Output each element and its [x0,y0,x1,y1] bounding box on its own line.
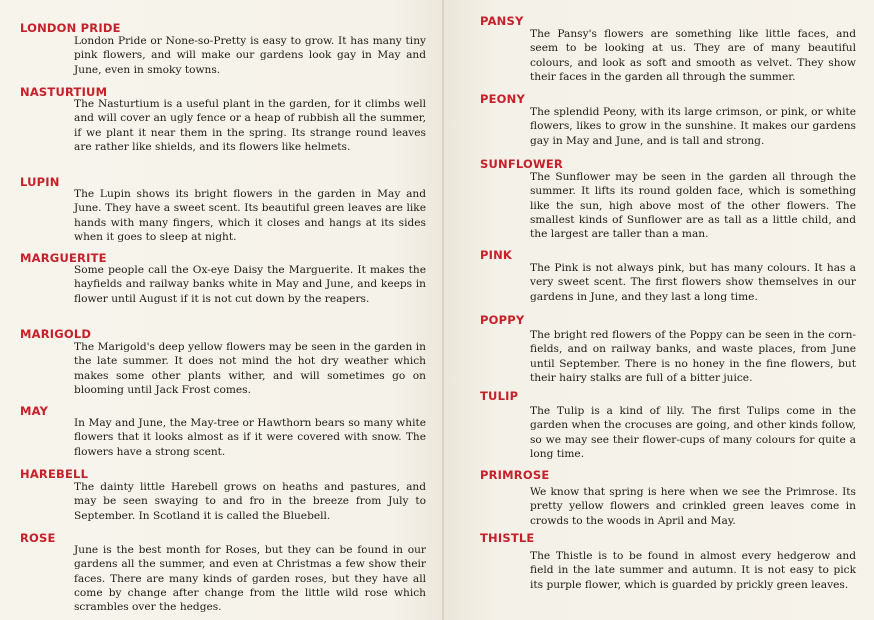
entry-text: The Sunflower may be seen in the garden all through the summer. It lifts its round golden face, which is something like the sun, high above most of the other flowers. The smallest kinds of Sunflower are as tall as a little child, and the largest are taller than a man. [530,171,856,241]
entry-text: The bright red flowers of the Poppy can be seen in the corn-fields, and on railway banks, and waste places, from June until September. There is no honey in the fine flowers, but their hairy stalks are full of a bitter juice. [530,329,856,384]
entry-text: The Nasturtium is a useful plant in the garden, for it climbs well and will cover an ugly fence or a heap of rubbish all the summer, if we plant it near them in the spring. Its strange round leaves are rather like shields, and its flowers like helmets. [74,98,426,153]
entry-text: The Tulip is a kind of lily. The first Tulips come in the garden when the crocuses are going, and other kinds follow, so we may see their flower-cups of many colours for quite a long time. [530,405,856,460]
entry-heading: HAREBELL [20,467,89,481]
entry-text: We know that spring is here when we see the Primrose. Its pretty yellow flowers and crinkled green leaves come in crowds to the woods in April and May. [530,486,856,527]
entry-text: London Pride or None-so-Pretty is easy to grow. It has many tiny pink flowers, and will make our gardens look gay in May and June, even in smoky towns. [74,35,426,76]
entry-text: The Pink is not always pink, but has many colours. It has a very sweet scent. The first flowers show themselves in our gardens in June, and they last a long time. [530,262,856,303]
entry-heading: PRIMROSE [480,468,550,482]
entry-heading: SUNFLOWER [480,157,563,171]
entry-heading: MARIGOLD [20,327,92,341]
entry-heading: LONDON PRIDE [20,21,121,35]
entry-text: The Pansy's flowers are something like little faces, and seem to be looking at us. They are of many beautiful colours, and look as soft and smooth as velvet. They show their faces in the garden all through the summer. [530,28,856,83]
entry-text: The dainty little Harebell grows on heaths and pastures, and may be seen swaying to and fro in the breeze from July to September. In Scotland it is called the Bluebell. [74,481,426,522]
entry-heading: POPPY [480,313,525,327]
right-page [444,0,874,620]
entry-heading: MAY [20,404,49,418]
entry-text: Some people call the Ox-eye Daisy the Marguerite. It makes the hayfields and railway banks white in May and June, and keeps in flower until August if it is not cut down by the reapers. [74,264,426,305]
entry-heading: TULIP [480,389,519,403]
entry-text: The Lupin shows its bright flowers in the garden in May and June. They have a sweet scent. Its beautiful green leaves are like hands with many fingers, which it closes and hangs at its sides when it goes to sleep at night. [74,188,426,243]
entry-text: The splendid Peony, with its large crimson, or pink, or white flowers, likes to grow in the sunshine. It makes our gardens gay in May and June, and is tall and strong. [530,106,856,147]
entry-heading: PINK [480,248,513,262]
entry-heading: NASTURTIUM [20,85,108,99]
entry-text: The Thistle is to be found in almost every hedgerow and field in the late summer and autumn. It is not easy to pick its purple flower, which is guarded by prickly green leaves. [530,550,856,591]
entry-heading: THISTLE [480,531,535,545]
entry-text: June is the best month for Roses, but they can be found in our gardens all the summer, and even at Christmas a few show their faces. There are many kinds of garden roses, but they have all come by change after change from the little wild rose which scrambles over the hedges. [74,544,426,614]
entry-heading: PEONY [480,92,526,106]
entry-text: In May and June, the May-tree or Hawthorn bears so many white flowers that it looks almost as if it were covered with snow. The flowers have a strong scent. [74,417,426,458]
entry-text: The Marigold's deep yellow flowers may be seen in the garden in the late summer. It does not mind the hot dry weather which makes some other plants wither, and will sometimes go on blooming until Jack Frost comes. [74,341,426,396]
entry-heading: MARGUERITE [20,251,107,265]
entry-heading: LUPIN [20,175,60,189]
entry-heading: ROSE [20,531,56,545]
entry-heading: PANSY [480,14,524,28]
